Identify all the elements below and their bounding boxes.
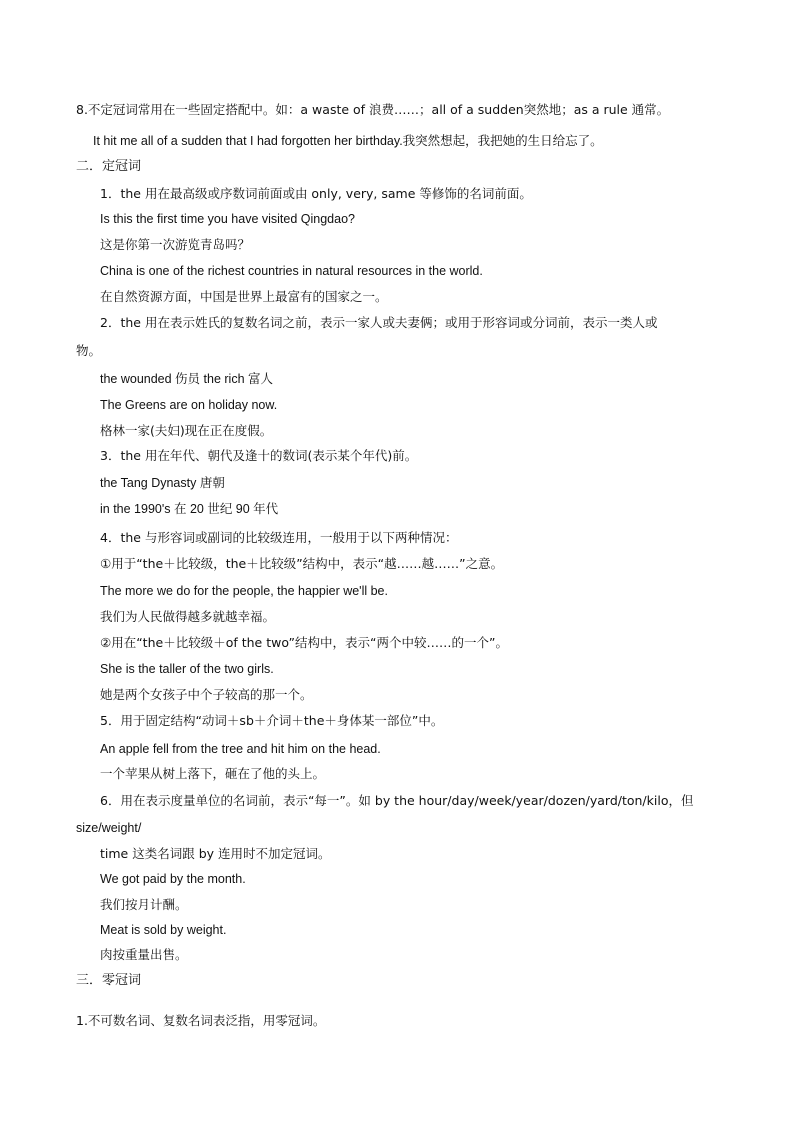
rule-item-4: 4．the 与形容词或副词的比较级连用，一般用于以下两种情况：: [100, 530, 458, 545]
example-sentence: China is one of the richest countries in natural resources in the world.: [100, 264, 483, 278]
example-sentence: She is the taller of the two girls.: [100, 662, 274, 676]
rule-item-5: 5．用于固定结构“动词＋sb＋介词＋the＋身体某一部位”中。: [100, 713, 444, 728]
rule-item-4-case-2: ②用在“the＋比较级＋of the two”结构中，表示“两个中较……的一个”。: [100, 635, 508, 650]
section-heading-definite-article: 二．定冠词: [76, 159, 142, 174]
example-phrase: in the 1990's 在 20 世纪 90 年代: [100, 502, 279, 516]
rule-item-4-case-1: ①用于“the＋比较级，the＋比较级”结构中，表示“越……越……”之意。: [100, 556, 504, 571]
example-translation: 我们按月计酬。: [100, 897, 188, 912]
example-translation: 我们为人民做得越多就越幸福。: [100, 609, 276, 624]
rule-item-3: 3．the 用在年代、朝代及逢十的数词(表示某个年代)前。: [100, 448, 418, 463]
section-heading-zero-article: 三．零冠词: [76, 973, 142, 988]
rule-item-6: 6．用在表示度量单位的名词前，表示“每一”。如 by the hour/day/week/year/dozen/yard/ton/kilo，但: [100, 793, 694, 808]
example-translation: 这是你第一次游览青岛吗？: [100, 237, 251, 252]
example-sentence: It hit me all of a sudden that I had forgotten her birthday.我突然想起，我把她的生日给忘了。: [93, 134, 603, 148]
rule-item-6-continuation: time 这类名词跟 by 连用时不加定冠词。: [100, 846, 331, 861]
example-sentence: The Greens are on holiday now.: [100, 398, 278, 412]
example-phrases: the wounded 伤员 the rich 富人: [100, 372, 273, 386]
example-phrase: the Tang Dynasty 唐朝: [100, 476, 225, 490]
example-sentence: The more we do for the people, the happier we'll be.: [100, 584, 388, 598]
rule-item-1: 1．the 用在最高级或序数词前面或由 only, very, same 等修饰的名词前面。: [100, 186, 532, 201]
rule-item-zero-article-1: 1.不可数名词、复数名词表泛指，用零冠词。: [76, 1013, 326, 1028]
example-translation: 在自然资源方面，中国是世界上最富有的国家之一。: [100, 289, 388, 304]
rule-item-2: 2．the 用在表示姓氏的复数名词之前，表示一家人或夫妻俩；或用于形容词或分词前，表示一类人或: [100, 315, 658, 330]
example-sentence: We got paid by the month.: [100, 872, 246, 886]
example-sentence: Meat is sold by weight.: [100, 923, 227, 937]
example-translation: 肉按重量出售。: [100, 947, 188, 962]
example-translation: 一个苹果从树上落下，砸在了他的头上。: [100, 766, 326, 781]
rule-item-6-continuation: size/weight/: [76, 821, 142, 835]
example-translation: 她是两个女孩子中个子较高的那一个。: [100, 687, 313, 702]
example-sentence: An apple fell from the tree and hit him on the head.: [100, 742, 381, 756]
paragraph-indefinite-article-phrases: 8.不定冠词常用在一些固定搭配中。如：a waste of 浪费……；all of a sudden突然地；as a rule 通常。: [76, 102, 670, 117]
example-translation: 格林一家(夫妇)现在正在度假。: [100, 423, 273, 438]
example-sentence: Is this the first time you have visited Qingdao?: [100, 212, 355, 226]
rule-item-2-continuation: 物。: [76, 343, 102, 358]
